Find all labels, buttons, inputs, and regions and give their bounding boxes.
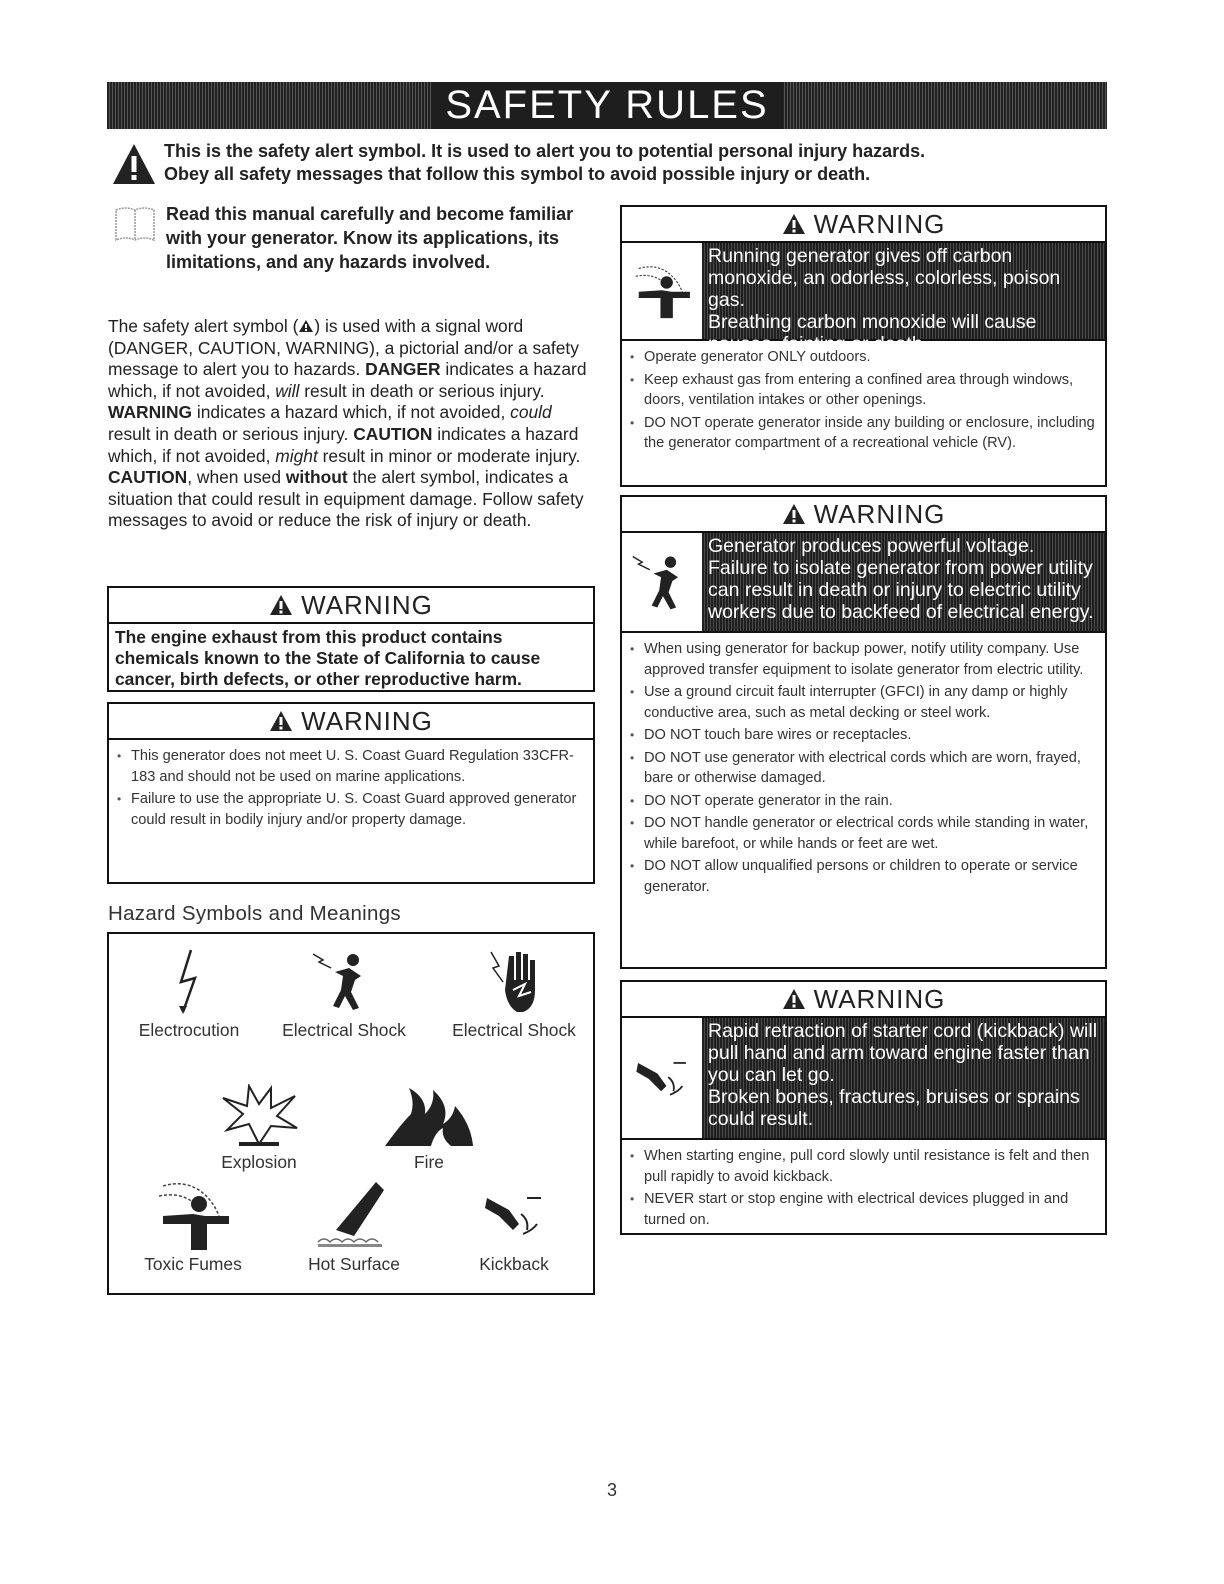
symbol-label: Electrical Shock (452, 1020, 576, 1040)
symbol-label: Electrical Shock (282, 1020, 406, 1040)
danger-message (702, 243, 1105, 355)
para-text: indicates a hazard which, if not avoided, (192, 402, 511, 423)
safety-alert-icon (112, 142, 156, 186)
hazard-heading: Hazard Symbols and Meanings (108, 902, 401, 925)
alert-intro (112, 140, 1112, 186)
caution-term: CAUTION (108, 467, 188, 488)
title-bar (107, 82, 1107, 129)
coast-guard-list (109, 740, 593, 838)
danger-message (702, 1018, 1105, 1138)
list-item: • Failure to use the appropriate U. S. Coast Guard approved generator could result in bodily injury and/or property damage. (117, 789, 585, 830)
list-item: • DO NOT use generator with electrical cords which are worn, frayed, bare or otherwise damaged. (630, 748, 1097, 789)
para-text: result in death or serious injury. (299, 380, 545, 401)
read-manual-text: Read this manual carefully and become familiar with your generator. Know its applications, its limitations, and any hazards involved. (166, 204, 574, 272)
symbol-label: Toxic Fumes (144, 1254, 242, 1274)
para-text: the alert symbol, indicates a situation that could result in equipment damage. Follow safety messages to avoid or reduce the risk of injury or death. (108, 467, 584, 531)
warning-title: WARNING (301, 705, 433, 736)
symbol-label: Fire (414, 1152, 444, 1172)
danger-message-row (622, 1018, 1105, 1140)
page-title: SAFETY RULES (431, 82, 782, 129)
para-text: ) is used with a signal word (DANGER, CAUTION, WARNING), a pictorial and/or a safety message to alert you to hazards. (108, 316, 579, 380)
danger-message-line: Broken bones, fractures, bruises or sprains could result. (708, 1086, 1080, 1130)
warning-term: WARNING (108, 402, 193, 423)
read-manual (112, 202, 592, 274)
symbol-toxic-fumes (123, 1180, 263, 1275)
warning-title: WARNING (813, 208, 946, 239)
list-item: • DO NOT allow unqualified persons or children to operate or service generator. (630, 856, 1097, 897)
carbon-monoxide-warning-box (620, 205, 1107, 487)
list-item: • DO NOT touch bare wires or receptacles. (630, 725, 1097, 746)
para-text: The safety alert symbol ( (108, 316, 299, 336)
list-item: • DO NOT handle generator or electrical cords while standing in water, while barefoot, or while hands or feet are wet. (630, 813, 1097, 854)
page-number: 3 (606, 1480, 617, 1500)
danger-message-line: Generator produces powerful voltage. (708, 535, 1035, 557)
list-item: • Keep exhaust gas from entering a confined area through windows, doors, ventilation intakes or other openings. (630, 370, 1097, 411)
without-term: without (285, 467, 348, 488)
shocked-person-icon (309, 946, 379, 1016)
list-item: • DO NOT operate generator in the rain. (630, 791, 1097, 812)
warning-header (109, 704, 593, 740)
pictorial (622, 243, 702, 339)
kickback-warning-box (620, 980, 1107, 1235)
para-text: indicates a hazard which, if not avoided, (108, 423, 579, 466)
symbol-label: Kickback (479, 1254, 549, 1274)
symbol-label: Electrocution (138, 1020, 240, 1040)
might-term: might (275, 445, 318, 466)
safety-alert-icon (269, 710, 293, 732)
danger-term: DANGER (365, 359, 441, 380)
safety-alert-icon (269, 594, 293, 616)
hot-surface-icon (314, 1180, 394, 1250)
para-text: indicates a hazard which, if not avoided, (108, 359, 587, 401)
danger-message (702, 533, 1105, 631)
symbol-fire (369, 1084, 489, 1173)
pictorial (622, 533, 702, 631)
california-warning-box (107, 586, 595, 692)
hazard-symbols-box (107, 932, 595, 1295)
danger-message-row (622, 243, 1105, 355)
shocked-person-icon (629, 547, 695, 617)
list-item: • This generator does not meet U. S. Coast Guard Regulation 33CFR-183 and should not be used on marine applications. (117, 746, 585, 787)
kickback-icon (479, 1180, 549, 1250)
symbol-explosion (199, 1084, 319, 1173)
list-item: • When using generator for backup power, notify utility company. Use approved transfer equipment to isolate generator from electric utility. (630, 639, 1097, 680)
warning-header (622, 497, 1105, 533)
list-item: • DO NOT operate generator inside any building or enclosure, including the generator compartment of a recreational vehicle (RV). (630, 413, 1097, 454)
pictorial (622, 1018, 702, 1138)
safety-alert-icon-inline (298, 319, 314, 333)
voltage-warning-box (620, 495, 1107, 969)
warning-header (109, 588, 593, 624)
danger-message-line: Rapid retraction of starter cord (kickback) will pull hand and arm toward engine faster than you can let go. (708, 1020, 1098, 1086)
list-item: • Use a ground circuit fault interrupter (GFCI) in any damp or highly conductive area, such as metal decking or steel work. (630, 682, 1097, 723)
explosion-icon (219, 1084, 299, 1148)
will-term: will (275, 380, 300, 401)
warning-title: WARNING (813, 498, 946, 529)
warning-title: WARNING (813, 983, 946, 1014)
symbol-hot-surface (279, 1180, 429, 1275)
kickback-icon (631, 1047, 693, 1109)
alert-intro-text (164, 140, 925, 186)
co-bullet-list (622, 341, 1105, 462)
shocked-hand-icon (479, 946, 549, 1016)
lightning-icon (169, 946, 209, 1016)
manual-book-icon (112, 204, 158, 244)
symbol-electrical-shock-2 (439, 946, 589, 1041)
coast-guard-warning-box (107, 702, 595, 884)
alert-intro-line-2: Obey all safety messages that follow this symbol to avoid possible injury or death. (164, 164, 871, 184)
list-item: • NEVER start or stop engine with electrical devices plugged in and turned on. (630, 1189, 1097, 1230)
para-text: result in death or serious injury. (108, 423, 354, 444)
toxic-fumes-icon (631, 260, 693, 322)
alert-intro-line-1: This is the safety alert symbol. It is used to alert you to potential personal injury hazards. (164, 141, 926, 161)
toxic-fumes-icon (153, 1180, 233, 1250)
fire-icon (381, 1084, 477, 1148)
california-text: The engine exhaust from this product contains chemicals known to the State of California to cause cancer, birth defects, or other reproductive harm. (115, 627, 541, 689)
caution-term: CAUTION (353, 423, 433, 444)
warning-header (622, 207, 1105, 243)
voltage-bullet-list (622, 633, 1105, 905)
symbol-label: Hot Surface (308, 1254, 400, 1274)
para-text: , when used (187, 467, 286, 488)
warning-header (622, 982, 1105, 1018)
para-text: result in minor or moderate injury. (317, 445, 581, 466)
symbol-kickback (449, 1180, 579, 1275)
danger-message-row (622, 533, 1105, 633)
symbol-electrocution (129, 946, 249, 1041)
symbol-electrical-shock-1 (269, 946, 419, 1041)
symbol-label: Explosion (221, 1152, 297, 1172)
could-term: could (510, 402, 552, 423)
kickback-bullet-list (622, 1140, 1105, 1238)
signal-word-paragraph (108, 316, 598, 532)
safety-alert-icon (782, 988, 806, 1010)
list-item: • When starting engine, pull cord slowly until resistance is felt and then pull rapidly to avoid kickback. (630, 1146, 1097, 1187)
safety-alert-icon (782, 213, 806, 235)
list-item: • Operate generator ONLY outdoors. (630, 347, 1097, 368)
danger-message-line: Running generator gives off carbon monoxide, an odorless, colorless, poison gas. (708, 245, 1061, 311)
safety-alert-icon (782, 503, 806, 525)
warning-title: WARNING (301, 589, 433, 620)
danger-message-line: Failure to isolate generator from power utility can result in death or injury to electric utility workers due to backfeed of electrical energy. (708, 557, 1094, 623)
danger-message-line: Breathing carbon monoxide will cause nausea, fainting or death. (708, 311, 1037, 355)
